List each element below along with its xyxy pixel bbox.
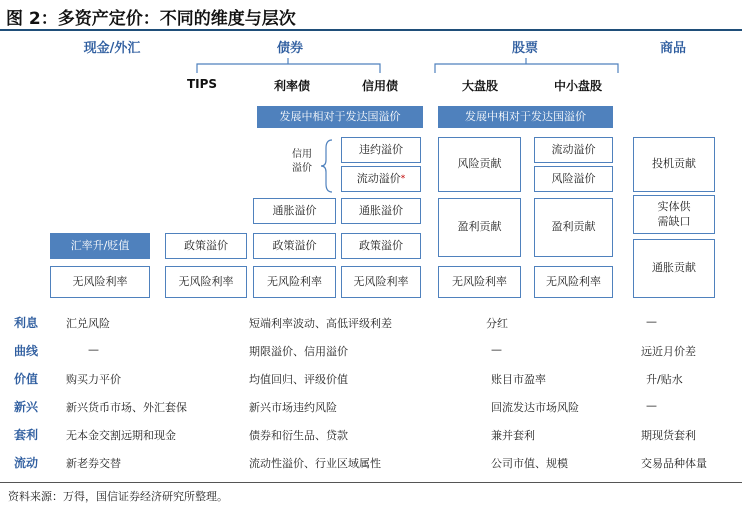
cell-bond: 期限溢价、信用溢价 — [249, 345, 348, 358]
cell-fx: 新老券交替 — [66, 457, 121, 470]
category-commodity: 商品 — [659, 41, 686, 56]
cell-equity: 公司市值、规模 — [491, 457, 568, 470]
sub-large-cap: 大盘股 — [461, 79, 498, 93]
row-label: 新兴 — [14, 400, 39, 414]
sub-credit-bond: 信用债 — [361, 79, 398, 93]
cell-fx: 无本金交割远期和现金 — [66, 429, 176, 442]
cell-commodity: 远近月价差 — [641, 345, 696, 358]
risk-contribution-box: 风险贡献 — [438, 137, 521, 192]
cell-fx: 购买力平价 — [66, 373, 121, 386]
em-premium-equity-box: 发展中相对于发达国溢价 — [438, 106, 613, 128]
cell-equity: 分红 — [486, 317, 508, 330]
profit-contribution-small-box: 盈利贡献 — [534, 198, 613, 257]
figure-title: 图 2：多资产定价：不同的维度与层次 — [6, 9, 296, 29]
row-label: 曲线 — [14, 344, 39, 358]
category-fx: 现金/外汇 — [83, 41, 141, 56]
table-row — [0, 448, 742, 476]
cell-bond: 短端利率波动、高低评级利差 — [249, 317, 392, 330]
physical-shortage-box: 实体供 需缺口 — [633, 195, 715, 234]
riskfree-box-rate: 无风险利率 — [253, 266, 336, 298]
policy-premium-rate-box: 政策溢价 — [253, 233, 336, 259]
sub-small-cap: 中小盘股 — [553, 79, 602, 93]
cell-equity: 账目市盈率 — [491, 373, 546, 386]
riskfree-box-fx: 无风险利率 — [50, 266, 150, 298]
cell-equity: 兼并套利 — [491, 429, 535, 442]
inflation-premium-tips-box: 通胀溢价 — [253, 198, 336, 224]
cell-fx: — — [88, 343, 99, 356]
row-label: 流动 — [14, 456, 39, 470]
footer-rule — [0, 482, 742, 483]
cell-bond: 新兴市场违约风险 — [249, 401, 337, 414]
cell-commodity: 升/贴水 — [646, 373, 683, 386]
cell-commodity: — — [646, 399, 657, 412]
table-row — [0, 336, 742, 364]
cell-bond: 均值回归、评级价值 — [249, 373, 348, 386]
table-row — [0, 308, 742, 336]
row-label: 利息 — [14, 316, 39, 330]
riskfree-box-small: 无风险利率 — [534, 266, 613, 298]
riskfree-box-large: 无风险利率 — [438, 266, 521, 298]
table-row — [0, 392, 742, 420]
cell-fx: 汇兑风险 — [66, 317, 110, 330]
sub-rate-bond: 利率债 — [273, 79, 310, 93]
source-footer: 资料来源：万得，国信证券经济研究所整理。 — [8, 490, 228, 503]
fx-appreciation-box: 汇率升/贬值 — [50, 233, 150, 259]
factor-table — [0, 308, 742, 480]
default-premium-box: 违约溢价 — [341, 137, 421, 163]
cell-equity: 回流发达市场风险 — [491, 401, 579, 414]
liquidity-premium-bond-text: 流动溢价 — [356, 171, 401, 185]
row-label: 价值 — [14, 372, 39, 386]
profit-contribution-large-box: 盈利贡献 — [438, 198, 521, 257]
cell-commodity: 期现货套利 — [641, 429, 696, 442]
inflation-contribution-box: 通胀贡献 — [633, 239, 715, 298]
bond-bracket — [197, 64, 380, 73]
credit-brace — [318, 138, 340, 194]
credit-premium-label: 信用 溢价 — [292, 149, 312, 174]
cell-commodity: 交易品种体量 — [641, 457, 707, 470]
speculative-contribution-box: 投机贡献 — [633, 137, 715, 192]
liquidity-premium-bond-box — [341, 166, 421, 192]
risk-premium-equity-box: 风险溢价 — [534, 166, 613, 192]
policy-premium-tips-box: 政策溢价 — [165, 233, 247, 259]
cell-fx: 新兴货币市场、外汇套保 — [66, 401, 187, 414]
cell-commodity: — — [646, 315, 657, 328]
riskfree-box-tips: 无风险利率 — [165, 266, 247, 298]
inflation-premium-credit-box: 通胀溢价 — [341, 198, 421, 224]
policy-premium-credit-box: 政策溢价 — [341, 233, 421, 259]
riskfree-box-credit: 无风险利率 — [341, 266, 421, 298]
cell-bond: 流动性溢价、行业区域属性 — [249, 457, 381, 470]
sub-tips: TIPS — [186, 77, 218, 91]
row-label: 套利 — [14, 428, 39, 442]
liquidity-premium-equity-box: 流动溢价 — [534, 137, 613, 163]
category-bond: 债券 — [276, 41, 303, 56]
cell-equity: — — [491, 343, 502, 356]
em-premium-bond-box: 发展中相对于发达国溢价 — [257, 106, 423, 128]
cell-bond: 债券和衍生品、贷款 — [249, 429, 348, 442]
liquidity-star: * — [400, 173, 406, 184]
table-row — [0, 420, 742, 448]
table-row — [0, 364, 742, 392]
equity-bracket — [435, 64, 618, 73]
category-equity: 股票 — [511, 41, 538, 56]
